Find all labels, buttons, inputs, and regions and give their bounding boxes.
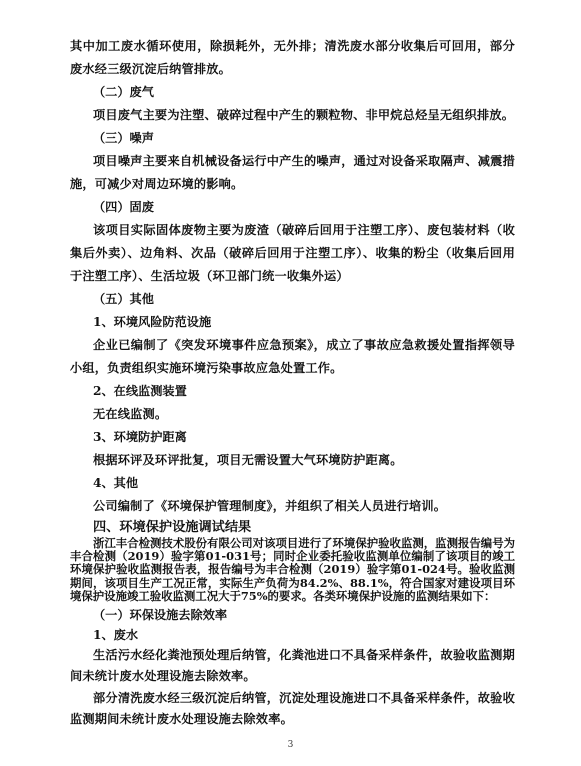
paragraph-noise: 项目噪声主要来自机械设备运行中产生的噪声，通过对设备采取隔声、减震措施，可减少对周边环境的影响。 [70, 154, 515, 191]
paragraph-protection-distance: 根据环评及环评批复，项目无需设置大气环境防护距离。 [93, 453, 403, 467]
heading-waste-gas: （二）废气 [93, 85, 154, 99]
heading-misc: 4、其他 [93, 476, 139, 490]
heading-noise: （三）噪声 [93, 131, 154, 145]
section-heading-results: 四、环境保护设施调试结果 [93, 520, 252, 535]
heading-online-monitoring: 2、在线监测装置 [93, 384, 187, 398]
paragraph-risk-prevention: 企业已编制了《突发环境事件应急预案》，成立了事故应急救援处置指挥领导小组，负责组织实施环境污染事故应急处置工作。 [70, 338, 515, 375]
paragraph-online-monitoring: 无在线监测。 [93, 407, 168, 421]
paragraph-wastewater-continued: 其中加工废水循环使用，除损耗外，无外排；清洗废水部分收集后可回用，部分废水经三级沉淀后纳管排放。 [70, 39, 515, 76]
paragraph-domestic-sewage: 生活污水经化粪池预处理后纳管，化粪池进口不具备采样条件，故验收监测期间未统计废水处理设施去除效率。 [70, 648, 515, 683]
heading-removal-efficiency: （一）环保设施去除效率 [93, 608, 228, 622]
paragraph-solid-waste: 该项目实际固体废物主要为废渣（破碎后回用于注塑工序）、废包装材料（收集后外卖）、边角料、次品（破碎后回用于注塑工序）、收集的粉尘（收集后回用于注塑工序）、生活垃圾（环卫部门统一收集外运） [70, 223, 515, 283]
heading-solid-waste: （四）固废 [93, 200, 154, 214]
paragraph-misc: 公司编制了《环境保护管理制度》，并组织了相关人员进行培训。 [93, 499, 447, 513]
paragraph-rinse-wastewater: 部分清洗废水经三级沉淀后纳管，沉淀处理设施进口不具备采样条件，故验收监测期间未统计废水处理设施去除效率。 [70, 691, 515, 726]
page-number: 3 [287, 740, 294, 750]
heading-protection-distance: 3、环境防护距离 [93, 430, 187, 444]
paragraph-monitoring-report: 浙江丰合检测技术股份有限公司对该项目进行了环境保护验收监测，监测报告编号为丰合检测（2019）验字第01-031号；同时企业委托验收监测单位编制了该项目的竣工环境保护验收监测报告表，报告编号为丰合检测（2019）验字第01-024号。验收监测期间，该项目生产工况正常，实际生产负荷为84.2%、88.1%，符合国家对建设项目环境保护设施竣工验收监测工况大于75%的要求。各类环境保护设施的监测结果如下： [70, 536, 515, 603]
paragraph-waste-gas: 项目废气主要为注塑、破碎过程中产生的颗粒物、非甲烷总烃呈无组织排放。 [93, 108, 515, 122]
heading-other: （五）其他 [93, 292, 154, 306]
heading-risk-prevention: 1、环境风险防范设施 [93, 315, 212, 329]
heading-wastewater: 1、废水 [93, 628, 139, 642]
